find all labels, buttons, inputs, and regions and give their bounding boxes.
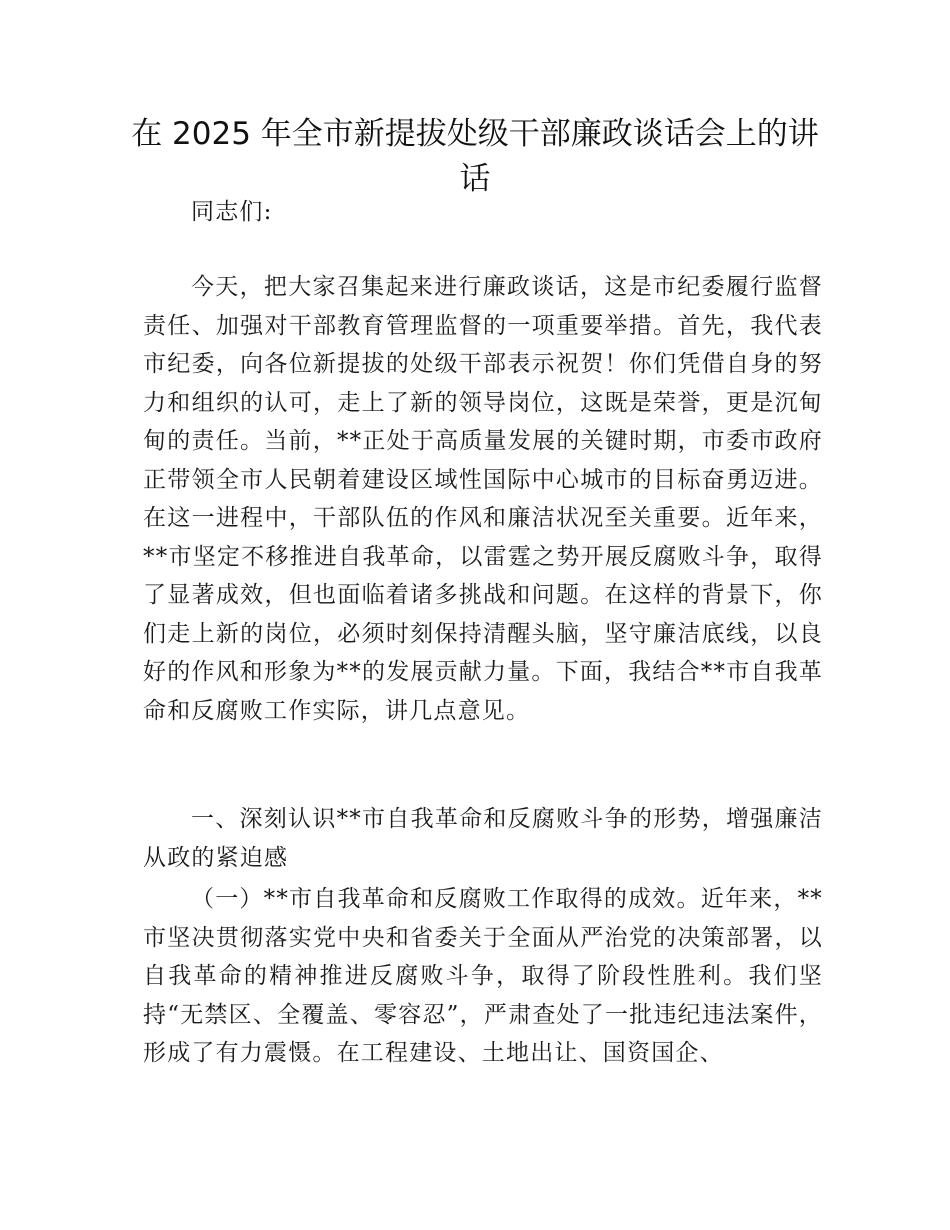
section-heading-1: 一、深刻认识**市自我革命和反腐败斗争的形势，增强廉洁从政的紧迫感 bbox=[143, 806, 823, 871]
paragraph-intro: 今天，把大家召集起来进行廉政谈话，这是市纪委履行监督责任、加强对干部教育管理监督的一项重要举措。首先，我代表市纪委，向各位新提拔的处级干部表示祝贺！你们凭借自身的努力和组织的认可，走上了新的领导岗位，这既是荣誉，更是沉甸甸的责任。当前，**正处于高质量发展的关键时期，市委市政府正带领全市人民朝着建设区域性国际中心城市的目标奋勇迈进。在这一进程中，干部队伍的作风和廉洁状况至关重要。近年来，**市坚定不移推进自我革命，以雷霆之势开展反腐败斗争，取得了显著成效，但也面临着诸多挑战和问题。在这样的背景下，你们走上新的岗位，必须时刻保持清醒头脑，坚守廉洁底线，以良好的作风和形象为**的发展贡献力量。下面，我结合**市自我革命和反腐败工作实际，讲几点意见。 bbox=[143, 274, 823, 724]
salutation: 同志们: bbox=[191, 199, 273, 225]
paragraph-subsection-1: （一）**市自我革命和反腐败工作取得的成效。近年来，**市坚决贯彻落实党中央和省委关于全面从严治党的决策部署，以自我革命的精神推进反腐败斗争，取得了阶段性胜利。我们坚持“无禁区、全覆盖、零容忍”，严肃查处了一批违纪违法案件，形成了有力震慑。在工程建设、土地出让、国资国企、 bbox=[143, 886, 823, 1066]
page-title: 在 2025 年全市新提拔处级干部廉政谈话会上的讲话 bbox=[131, 116, 819, 197]
